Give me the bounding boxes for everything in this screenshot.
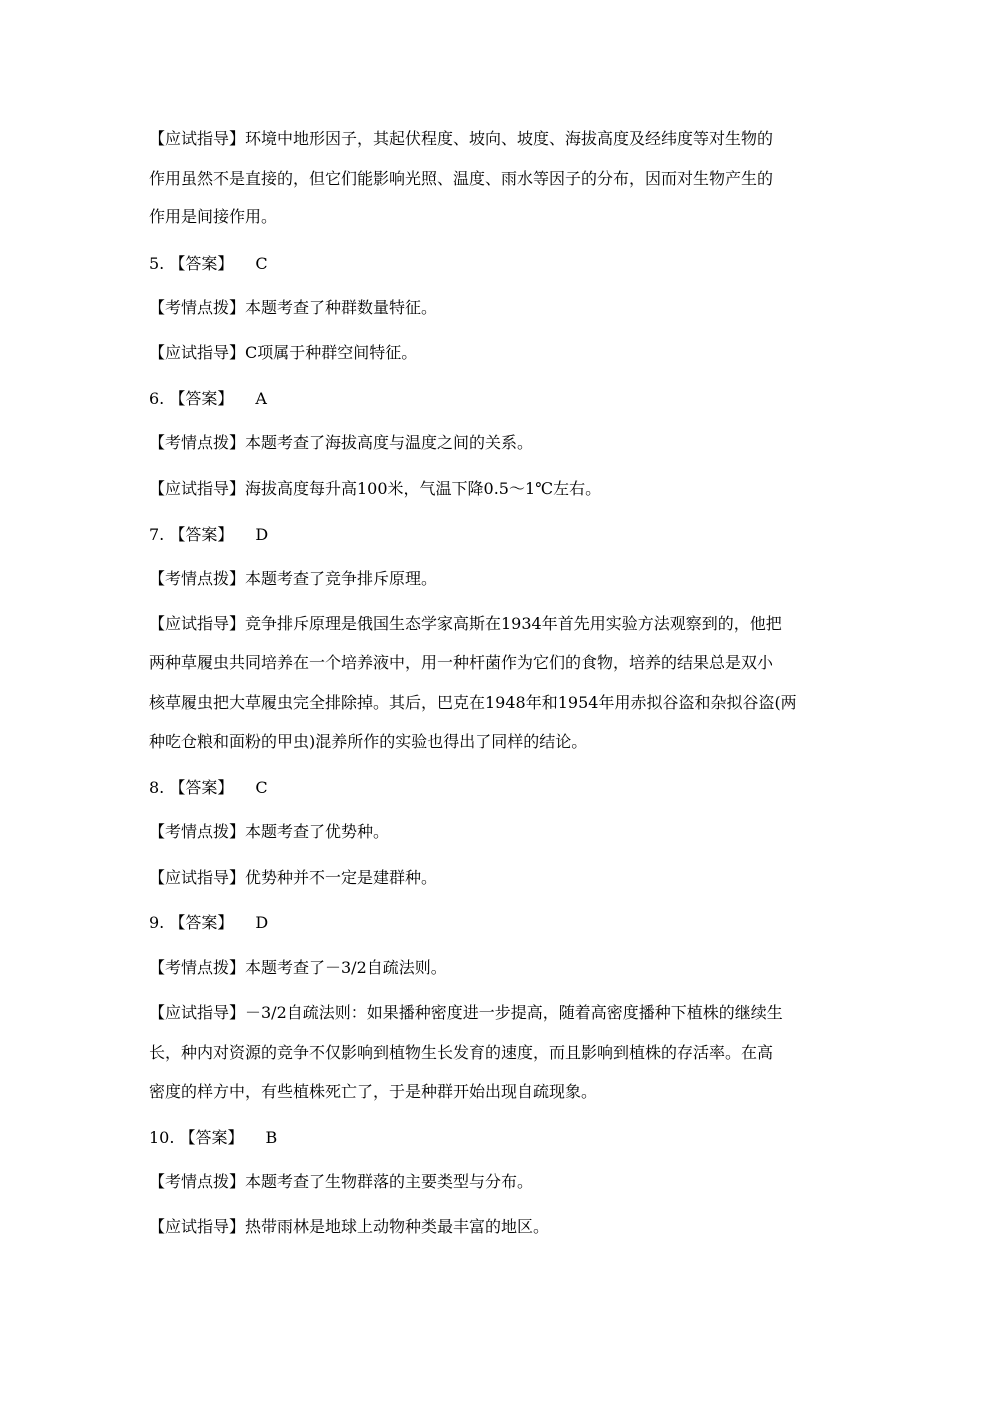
q8-answer-label: 8. 【答案】 (149, 778, 234, 797)
q5-guide: 【应试指导】C项属于种群空间特征。 (149, 343, 418, 362)
q5-answer (149, 254, 849, 274)
q5-answer-label: 5. 【答案】 (149, 254, 234, 273)
q7-guide-line-1: 【应试指导】竞争排斥原理是俄国生态学家高斯在1934年首先用实验方法观察到的，他把 (149, 614, 782, 633)
q10-guide: 【应试指导】热带雨林是地球上动物种类最丰富的地区。 (149, 1217, 550, 1236)
q7-answer-value: D (255, 525, 269, 544)
q9-guide-line-3: 密度的样方中，有些植株死亡了，于是种群开始出现自疏现象。 (149, 1082, 598, 1101)
q7-answer (149, 525, 849, 545)
q9-answer (149, 913, 849, 933)
q9-answer-label: 9. 【答案】 (149, 913, 234, 932)
q6-point: 【考情点拨】本题考查了海拔高度与温度之间的关系。 (149, 433, 534, 452)
q6-answer-value: A (255, 389, 267, 408)
q9-guide-line-1: 【应试指导】－3/2自疏法则：如果播种密度进一步提高，随着高密度播种下植株的继续生 (149, 1003, 783, 1022)
q9-guide-line-2: 长，种内对资源的竞争不仅影响到植物生长发育的速度，而且影响到植株的存活率。在高 (149, 1043, 774, 1062)
q6-answer (149, 389, 849, 409)
q7-guide-line-2: 两种草履虫共同培养在一个培养液中，用一种杆菌作为它们的食物，培养的结果总是双小 (149, 653, 774, 672)
q9-answer-value: D (255, 913, 269, 932)
q7-answer-label: 7. 【答案】 (149, 525, 234, 544)
q10-point: 【考情点拨】本题考查了生物群落的主要类型与分布。 (149, 1172, 534, 1191)
q9-point: 【考情点拨】本题考查了－3/2自疏法则。 (149, 958, 447, 977)
q7-point: 【考情点拨】本题考查了竞争排斥原理。 (149, 569, 438, 588)
q8-point: 【考情点拨】本题考查了优势种。 (149, 822, 390, 841)
q6-answer-label: 6. 【答案】 (149, 389, 234, 408)
q10-answer (149, 1128, 849, 1148)
q10-answer-label: 10. 【答案】 (149, 1128, 244, 1147)
q10-answer-value: B (265, 1128, 278, 1147)
q4-guide-line-3: 作用是间接作用。 (149, 207, 278, 226)
q7-guide-line-3: 核草履虫把大草履虫完全排除掉。其后，巴克在1948年和1954年用赤拟谷盗和杂拟谷盗(两 (149, 693, 797, 712)
q5-answer-value: C (255, 254, 268, 273)
q4-guide-line-2: 作用虽然不是直接的，但它们能影响光照、温度、雨水等因子的分布，因而对生物产生的 (149, 169, 774, 188)
q4-guide-line-1: 【应试指导】环境中地形因子，其起伏程度、坡向、坡度、海拔高度及经纬度等对生物的 (149, 129, 774, 148)
q6-guide: 【应试指导】海拔高度每升高100米，气温下降0.5～1℃左右。 (149, 479, 602, 498)
q5-point: 【考情点拨】本题考查了种群数量特征。 (149, 298, 438, 317)
q8-guide: 【应试指导】优势种并不一定是建群种。 (149, 868, 438, 887)
q7-guide-line-4: 种吃仓粮和面粉的甲虫)混养所作的实验也得出了同样的结论。 (149, 732, 588, 751)
q8-answer (149, 778, 849, 798)
q8-answer-value: C (255, 778, 268, 797)
